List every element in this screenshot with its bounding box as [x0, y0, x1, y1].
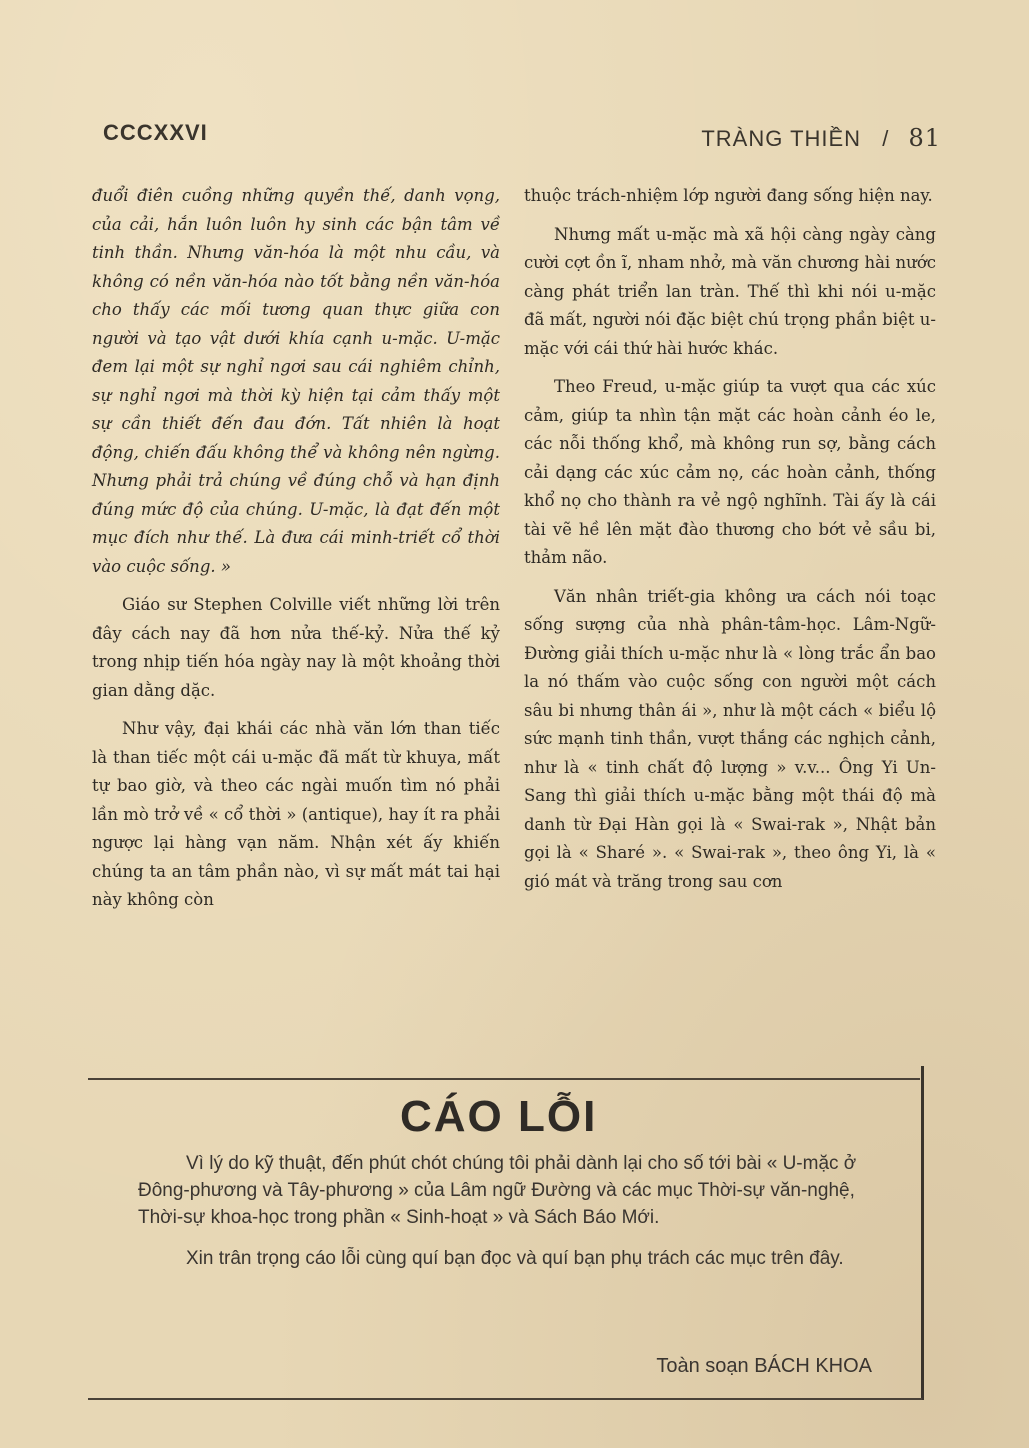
notice-right-rule [921, 1066, 924, 1400]
body-paragraph: Giáo sư Stephen Colville viết những lời trên đây cách nay đã hơn nửa thế-kỷ. Nửa thế kỷ trong nhịp tiến hóa ngày nay là một khoảng thời gian dằng dặc. [92, 595, 500, 700]
notice-paragraph: Xin trân trọng cáo lỗi cùng quí bạn đọc và quí bạn phụ trách các mục trên đây. [186, 1248, 844, 1269]
right-column [524, 182, 936, 906]
header-title: TRÀNG THIỀN [701, 126, 862, 151]
header-section-number: CCCXXVI [103, 120, 208, 145]
notice-paragraph: Vì lý do kỹ thuật, đến phút chót chúng tôi phải dành lại cho số tới bài « U-mặc ở Đông-phương và Tây-phương » của Lâm ngữ Đường và các mục Thời-sự văn-nghệ, Thời-sự khoa-học trong phần « Sinh-hoạt » và Sách Báo Mới. [138, 1153, 857, 1228]
quote-paragraph: đuổi điên cuồng những quyền thế, danh vọng, của cải, hắn luôn luôn hy sinh các bận tâm về tinh thần. Nhưng văn-hóa là một nhu cầu, và không có nền văn-hóa nào tốt bằng nền văn-hóa cho thấy các mối tương quan thực giữa con người và tạo vật dưới khía cạnh u-mặc. U-mặc đem lại một sự nghỉ ngơi sau cái nghiêm chỉnh, sự nghỉ ngơi mà thời kỳ hiện tại cảm thấy một sự cần thiết đến đau đớn. Tất nhiên là hoạt động, chiến đấu không thể và không nên ngừng. Nhưng phải trả chúng về đúng chỗ và hạn định đúng mức độ của chúng. U-mặc, là đạt đến một mục đích như thế. Là đưa cái minh-triết cổ thời vào cuộc sống. » [92, 186, 500, 576]
notice-top-rule [88, 1078, 920, 1080]
apology-notice-box [88, 1078, 924, 1400]
body-paragraph: Văn nhân triết-gia không ưa cách nói toạc sống sượng của nhà phân-tâm-học. Lâm-Ngữ-Đường giải thích u-mặc như là « lòng trắc ẩn bao la nó thấm vào cuộc sống con người một cách sâu bi nhưng thân ái », như là một cách « biểu lộ sức mạnh tinh thần, vượt thắng các nghịch cảnh, như là « tinh chất độ lượng » v.v... Ông Yi Un-Sang thì giải thích u-mặc bằng một thái độ mà danh từ Đại Hàn gọi là « Swai-rak », Nhật bản gọi là « Sharé ». « Swai-rak », theo ông Yi, là « gió mát và trăng trong sau cơn [524, 586, 936, 891]
body-paragraph: Theo Freud, u-mặc giúp ta vượt qua các xúc cảm, giúp ta nhìn tận mặt các hoàn cảnh éo le, các nỗi thống khổ, mà không run sợ, bằng cách cải dạng các xúc cảm nọ, các hoàn cảnh, thống khổ nọ cho thành ra vẻ ngộ nghĩnh. Tài ấy là cái tài vẽ hề lên mặt đào thương cho bớt vẻ sầu bi, thảm não. [524, 377, 936, 567]
body-paragraph: thuộc trách-nhiệm lớp người đang sống hiện nay. [524, 186, 933, 205]
notice-title: CÁO LỖI [400, 1092, 598, 1141]
page-number: 81 [908, 124, 941, 152]
notice-body [138, 1150, 868, 1286]
body-paragraph: Nhưng mất u-mặc mà xã hội càng ngày càng cười cợt ồn ĩ, nham nhở, mà văn chương hài nước càng phát triển lan tràn. Thế thì khi nói u-mặc đã mất, người nói đặc biệt chú trọng phần biệt u-mặc với cái thứ hài hước khác. [524, 224, 936, 358]
left-column [92, 182, 500, 925]
header-separator: / [882, 126, 890, 151]
header-title-block [701, 124, 941, 152]
notice-signature: Toàn soạn BÁCH KHOA [656, 1355, 872, 1377]
notice-bottom-rule [88, 1398, 922, 1400]
body-paragraph: Như vậy, đại khái các nhà văn lớn than tiếc là than tiếc một cái u-mặc đã mất từ khuya, mất tự bao giờ, và theo các ngài muốn tìm nó phải lần mò trở về « cổ thời » (antique), hay ít ra phải ngược lại hàng vạn năm. Nhận xét ấy khiến chúng ta an tâm phần nào, vì sự mất mát tai hại này không còn [92, 719, 500, 909]
